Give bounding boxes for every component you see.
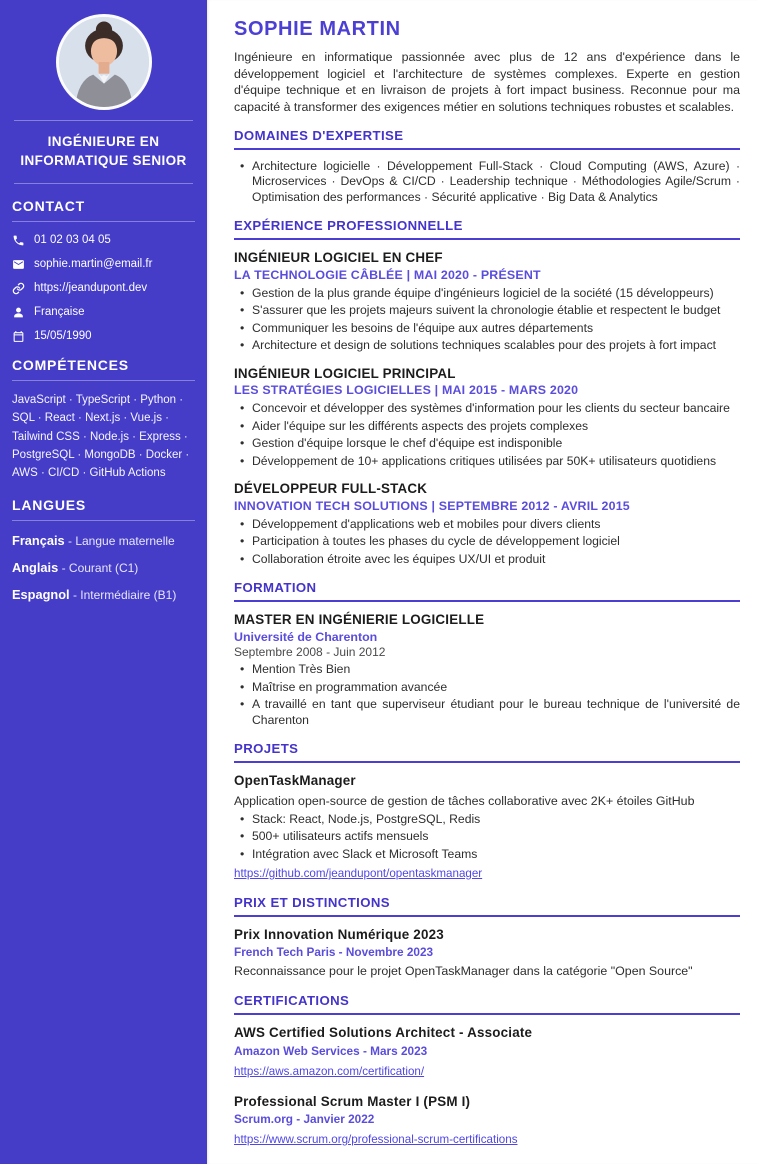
job-bullets xyxy=(239,286,740,354)
certification-title: Professional Scrum Master I (PSM I) xyxy=(234,1093,471,1109)
certification-subtitle: Amazon Web Services - Mars 2023 xyxy=(234,1043,428,1058)
link-icon xyxy=(12,282,25,295)
award-title: Prix Innovation Numérique 2023 xyxy=(234,927,444,943)
awards-heading: PRIX ET DISTINCTIONS xyxy=(234,895,740,917)
sidebar xyxy=(0,0,207,1164)
avatar-illustration xyxy=(59,17,149,107)
contact-item-phone xyxy=(12,234,195,247)
job-title: INGÉNIEUR LOGICIEL PRINCIPAL xyxy=(234,365,456,381)
language-name: Anglais xyxy=(12,559,59,575)
language-level: Courant (C1) xyxy=(68,560,139,575)
phone-icon xyxy=(12,234,25,247)
job-entry xyxy=(234,365,740,469)
section-certifications xyxy=(234,993,740,1148)
job-bullet: • Développement d'applications web et mobiles pour divers clients xyxy=(239,517,740,532)
education-bullets xyxy=(239,662,740,728)
section-awards xyxy=(234,895,740,980)
project-name: OpenTaskManager xyxy=(234,773,356,789)
sidebar-divider xyxy=(14,120,193,121)
job-company-line: LES STRATÉGIES LOGICIELLES | MAI 2015 - MARS 2020 xyxy=(234,383,579,398)
job-bullets xyxy=(239,517,740,567)
job-bullets xyxy=(239,401,740,469)
certification-link[interactable]: https://aws.amazon.com/certification/ xyxy=(234,1064,425,1078)
skills-list: JavaScript · TypeScript · Python · SQL · React · Next.js · Vue.js · Tailwind CSS · Node.js · Express · PostgreSQL · MongoDB · Docker · AWS · CI/CD · GitHub Actions xyxy=(12,393,190,480)
job-bullet: • Gestion de la plus grande équipe d'ingénieurs logiciel de la société (15 développeurs) xyxy=(239,286,740,301)
expertise-heading: DOMAINES D'EXPERTISE xyxy=(234,128,740,150)
language-separator: - xyxy=(67,533,72,548)
calendar-icon xyxy=(12,330,25,343)
education-heading: FORMATION xyxy=(234,580,740,602)
award-subtitle: French Tech Paris - Novembre 2023 xyxy=(234,945,434,960)
experience-heading: EXPÉRIENCE PROFESSIONNELLE xyxy=(234,218,740,240)
contact-email-text[interactable]: sophie.martin@email.fr xyxy=(34,258,153,271)
section-projects xyxy=(234,741,740,882)
page-title: SOPHIE MARTIN xyxy=(234,18,401,40)
contact-nationality-text: Française xyxy=(34,306,85,319)
job-company-line: LA TECHNOLOGIE CÂBLÉE | MAI 2020 - PRÉSENT xyxy=(234,267,541,282)
section-education xyxy=(234,580,740,728)
school-name: Université de Charenton xyxy=(234,630,378,645)
language-separator: - xyxy=(72,587,77,602)
job-bullet: • Communiquer les besoins de l'équipe aux autres départements xyxy=(239,321,740,336)
languages-heading: LANGUES xyxy=(12,497,195,521)
contact-item-email xyxy=(12,258,195,271)
skills-heading: COMPÉTENCES xyxy=(12,357,195,381)
language-item xyxy=(12,533,195,548)
contact-list xyxy=(12,234,195,343)
job-bullet: • Gestion d'équipe lorsque le chef d'équipe est indisponible xyxy=(239,436,740,451)
certification-entry xyxy=(234,1024,740,1079)
section-experience xyxy=(234,218,740,567)
job-bullet: • Collaboration étroite avec les équipes UX/UI et produit xyxy=(239,552,740,567)
project-bullet: • Intégration avec Slack et Microsoft Teams xyxy=(239,847,740,862)
profile-summary: Ingénieure en informatique passionnée avec plus de 12 ans d'expérience dans le développement logiciel et l'architecture de systèmes complexes. Experte en gestion d'équipe technique et en livraison de projets à fort impact business. Reconnue pour ma capacité à transformer des exigences métier en solutions techniques robustes et scalables. xyxy=(234,50,740,114)
job-bullet: • Aider l'équipe sur les différents aspects des projets complexes xyxy=(239,419,740,434)
certifications-heading: CERTIFICATIONS xyxy=(234,993,740,1015)
project-bullet: • Stack: React, Node.js, PostgreSQL, Redis xyxy=(239,812,740,827)
contact-birthdate-text: 15/05/1990 xyxy=(34,330,92,343)
award-description: Reconnaissance pour le projet OpenTaskManager dans la catégorie "Open Source" xyxy=(234,964,693,979)
job-bullet: • Développement de 10+ applications critiques utilisées par 50K+ utilisateurs quotidiens xyxy=(239,454,740,469)
expertise-list xyxy=(239,159,740,205)
education-dates: Septembre 2008 - Juin 2012 xyxy=(234,645,386,660)
profile-photo xyxy=(56,14,152,110)
projects-heading: PROJETS xyxy=(234,741,740,763)
contact-heading: CONTACT xyxy=(12,198,195,222)
job-bullet: • Concevoir et développer des systèmes d'information pour les clients du secteur bancaire xyxy=(239,401,740,416)
job-company-line: INNOVATION TECH SOLUTIONS | SEPTEMBRE 2012 - AVRIL 2015 xyxy=(234,498,630,513)
section-expertise xyxy=(234,128,740,205)
main-content xyxy=(207,0,758,1164)
contact-item-website xyxy=(12,282,195,295)
language-name: Français xyxy=(12,532,65,548)
job-title: DÉVELOPPEUR FULL-STACK xyxy=(234,481,428,497)
contact-website-text[interactable]: https://jeandupont.dev xyxy=(34,282,148,295)
certification-link[interactable]: https://www.scrum.org/professional-scrum-certifications xyxy=(234,1133,518,1147)
language-name: Espagnol xyxy=(12,586,70,602)
language-level: Intermédiaire (B1) xyxy=(80,587,177,602)
expertise-item: • Architecture logicielle · Développement Full-Stack · Cloud Computing (AWS, Azure) · Microservices · DevOps & CI/CD · Leadership technique · Méthodologies Agile/Scrum · Optimisation des performances · Sécurité applicative · Big Data & Analytics xyxy=(239,159,740,205)
education-bullet: • A travaillé en tant que superviseur étudiant pour le bureau technique de l'université de Charenton xyxy=(239,697,740,728)
language-item xyxy=(12,587,195,602)
sidebar-divider xyxy=(14,183,193,184)
education-bullet: • Mention Très Bien xyxy=(239,662,740,677)
project-bullet: • 500+ utilisateurs actifs mensuels xyxy=(239,829,740,844)
project-description: Application open-source de gestion de tâches collaborative avec 2K+ étoiles GitHub xyxy=(234,793,695,808)
language-separator: - xyxy=(61,560,66,575)
job-entry xyxy=(234,249,740,353)
certification-entry xyxy=(234,1093,740,1148)
contact-item-birthdate xyxy=(12,330,195,343)
contact-phone-text: 01 02 03 04 05 xyxy=(34,234,111,247)
degree-title: MASTER EN INGÉNIERIE LOGICIELLE xyxy=(234,612,485,628)
job-bullet: • Participation à toutes les phases du cycle de développement logiciel xyxy=(239,534,740,549)
language-level: Langue maternelle xyxy=(75,533,175,548)
mail-icon xyxy=(12,258,25,271)
job-title: INGÉNIEUR LOGICIEL EN CHEF xyxy=(234,250,443,266)
job-bullet: • S'assurer que les projets majeurs suivent la chronologie établie et respectent le budget xyxy=(239,303,740,318)
contact-item-nationality xyxy=(12,306,195,319)
certification-subtitle: Scrum.org - Janvier 2022 xyxy=(234,1112,375,1127)
project-bullets xyxy=(239,812,740,862)
person-icon xyxy=(12,306,25,319)
project-link[interactable]: https://github.com/jeandupont/opentaskmanager xyxy=(234,867,483,881)
language-item xyxy=(12,560,195,575)
education-bullet: • Maîtrise en programmation avancée xyxy=(239,680,740,695)
certification-title: AWS Certified Solutions Architect - Associate xyxy=(234,1025,533,1041)
job-entry xyxy=(234,480,740,567)
role-title: INGÉNIEURE EN INFORMATIQUE SENIOR xyxy=(20,134,187,168)
job-bullet: • Architecture et design de solutions techniques scalables pour des projets à fort impact xyxy=(239,338,740,353)
